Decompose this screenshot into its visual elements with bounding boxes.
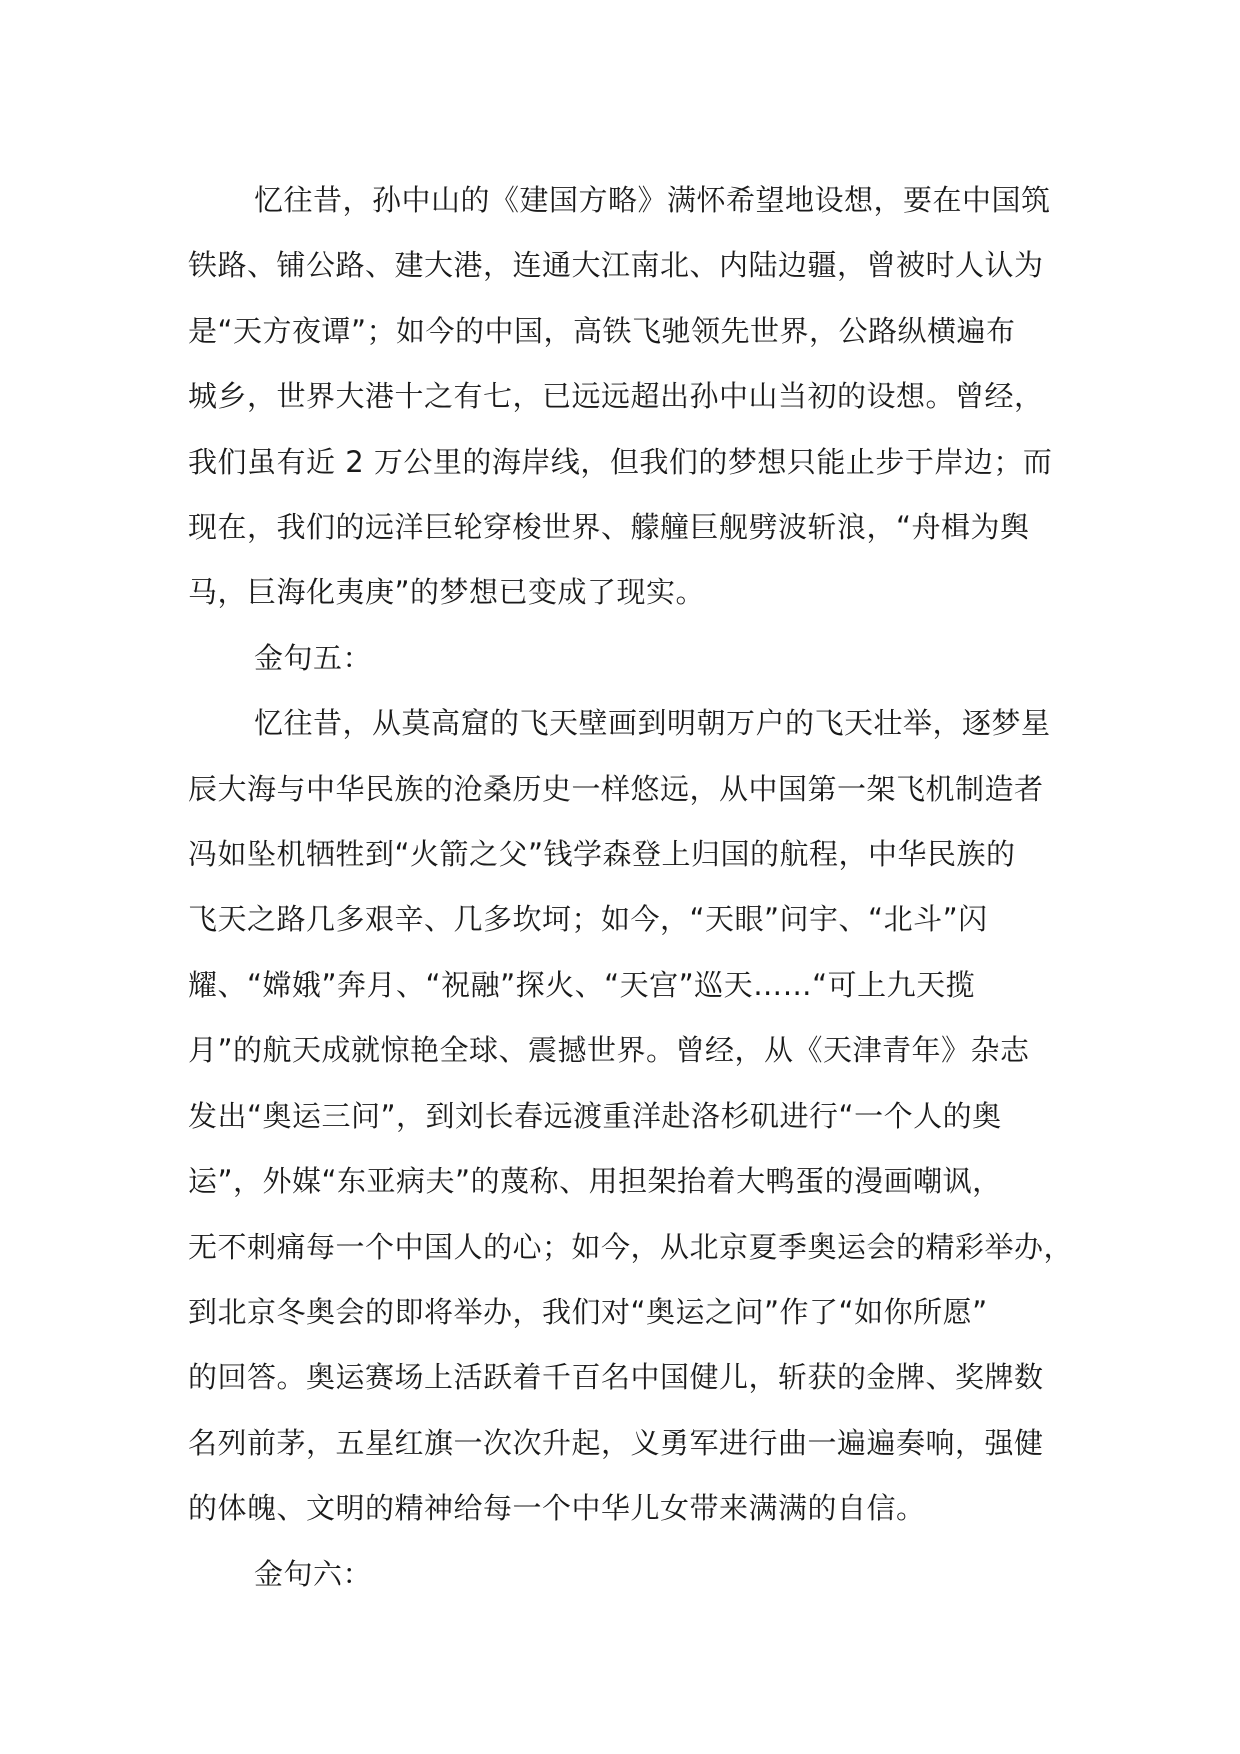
- text-line: 我们虽有近 2 万公里的海岸线，但我们的梦想只能止步于岸边；而: [188, 444, 1053, 479]
- text-line: 马，巨海化夷庚”的梦想已变成了现实。: [188, 575, 706, 610]
- text-line: 运”，外媒“东亚病夫”的蔑称、用担架抬着大鸭蛋的漫画嘲讽，: [188, 1164, 1002, 1199]
- text-line: 铁路、铺公路、建大港，连通大江南北、内陆边疆，曾被时人认为: [188, 248, 1044, 283]
- text-line: 月”的航天成就惊艳全球、震撼世界。曾经，从《天津青年》杂志: [188, 1033, 1030, 1068]
- text-line: 城乡，世界大港十之有七，已远远超出孙中山当初的设想。曾经，: [188, 379, 1044, 414]
- heading-text: 金句五：: [254, 640, 373, 675]
- text-line: 是“天方夜谭”；如今的中国，高铁飞驰领先世界，公路纵横遍布: [188, 313, 1016, 348]
- text-line: 的体魄、文明的精神给每一个中华儿女带来满满的自信。: [188, 1491, 926, 1526]
- text-line: 的回答。奥运赛场上活跃着千百名中国健儿，斩获的金牌、奖牌数: [188, 1360, 1044, 1395]
- document-body: [188, 168, 1074, 1607]
- text-line: 到北京冬奥会的即将举办，我们对“奥运之问”作了“如你所愿”: [188, 1294, 988, 1329]
- text-line: 冯如坠机牺牲到“火箭之父”钱学森登上归国的航程，中华民族的: [188, 837, 1016, 872]
- text-line: 现在，我们的远洋巨轮穿梭世界、艨艟巨舰劈波斩浪，“舟楫为舆: [188, 510, 1030, 545]
- text-line: 忆往昔，孙中山的《建国方略》满怀希望地设想，要在中国筑: [254, 183, 1051, 217]
- text-line: 飞天之路几多艰辛、几多坎坷；如今，“天眼”问宇、“北斗”闪: [188, 902, 988, 937]
- text-line: 名列前茅，五星红旗一次次升起，义勇军进行曲一遍遍奏响，强健: [188, 1425, 1044, 1460]
- text-line: 辰大海与中华民族的沧桑历史一样悠远，从中国第一架飞机制造者: [188, 771, 1044, 806]
- paragraph-sun-yat-sen-plan: [188, 168, 1068, 626]
- text-line: 无不刺痛每一个中国人的心；如今，从北京夏季奥运会的精彩举办，: [188, 1229, 1074, 1264]
- heading-text: 金句六：: [254, 1556, 373, 1591]
- section-heading-six: [188, 1542, 1068, 1607]
- text-line: 忆往昔，从莫高窟的飞天壁画到明朝万户的飞天壮举，逐梦星: [254, 706, 1051, 741]
- paragraph-space-and-olympics: [188, 691, 1074, 1541]
- text-line: 发出“奥运三问”，到刘长春远渡重洋赴洛杉矶进行“一个人的奥: [188, 1098, 1002, 1133]
- text-line: 耀、“嫦娥”奔月、“祝融”探火、“天宫”巡天……“可上九天揽: [188, 967, 976, 1002]
- section-heading-five: [188, 626, 1068, 691]
